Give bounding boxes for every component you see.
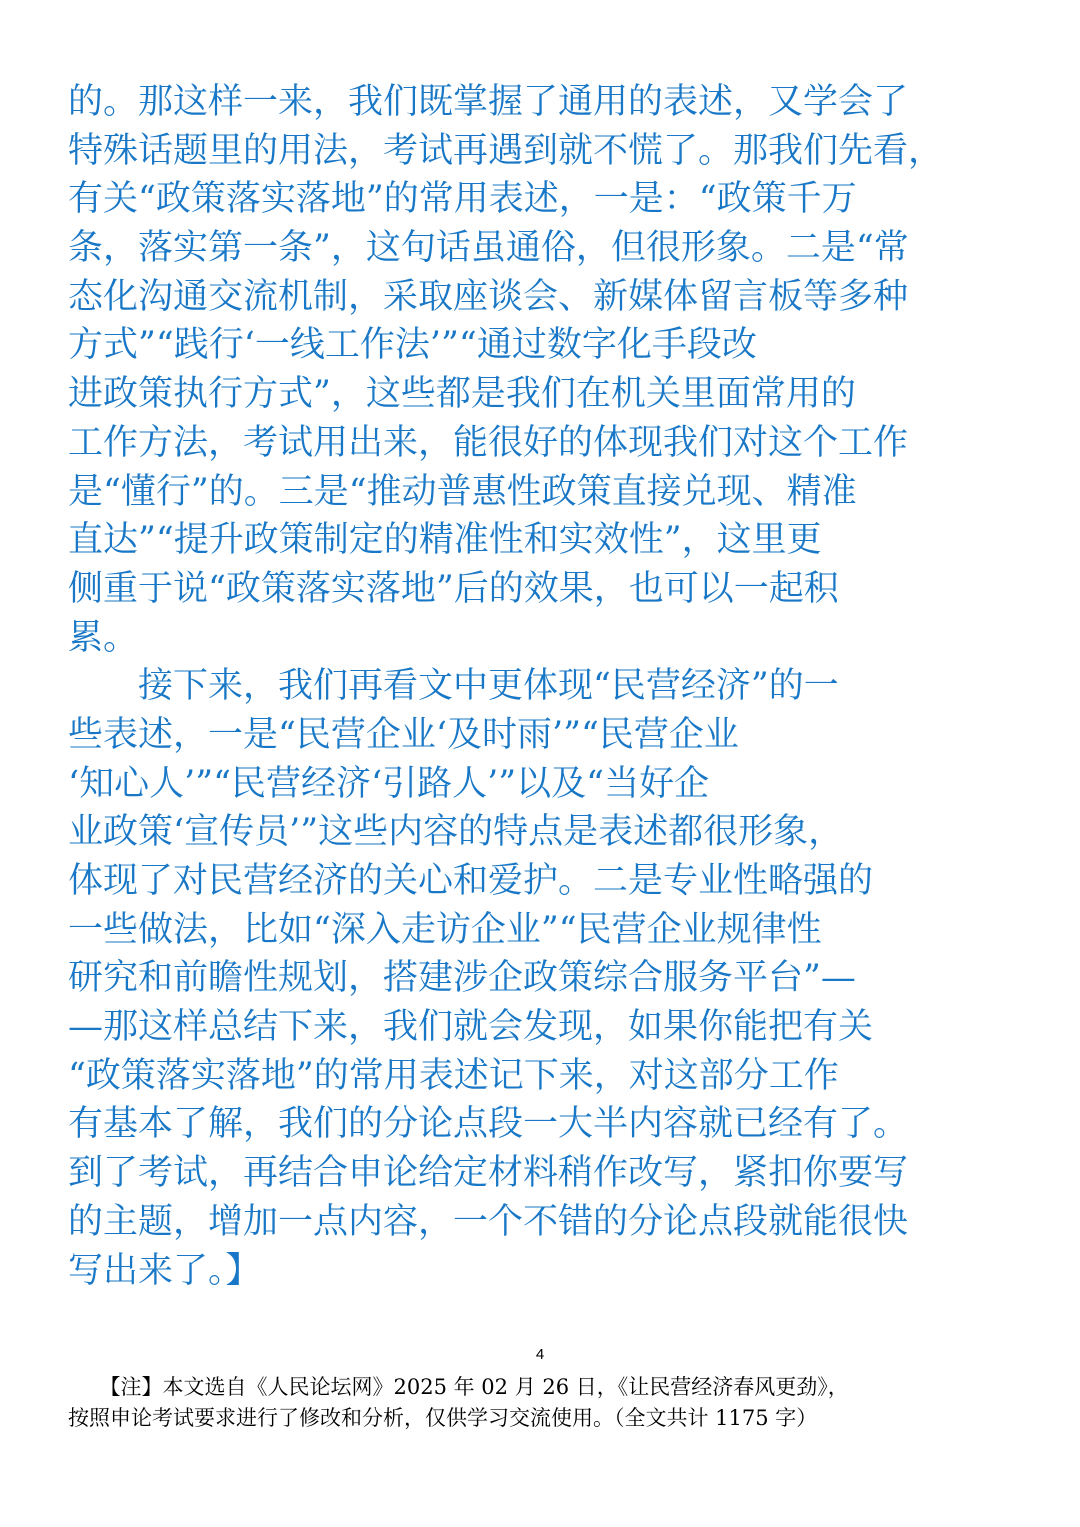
article-body [68, 78, 1018, 1295]
body-line: 接下来，我们再看文中更体现“民营经济”的一 [68, 666, 839, 707]
body-line: 进政策执行方式”，这些都是我们在机关里面常用的 [68, 374, 856, 415]
body-line: 侧重于说“政策落实落地”后的效果，也可以一起积 [68, 568, 839, 609]
body-line: 的。那这样一来，我们既掌握了通用的表述，又学会了 [68, 82, 909, 122]
body-line: 累。 [68, 617, 139, 658]
body-line: 到了考试，再结合申论给定材料稍作改写，紧扣你要写 [68, 1153, 909, 1194]
body-line: —那这样总结下来，我们就会发现，如果你能把有关 [68, 1007, 874, 1048]
body-line: 条，落实第一条”，这句话虽通俗，但很形象。二是“常 [68, 228, 909, 269]
body-line: 态化沟通交流机制，采取座谈会、新媒体留言板等多种 [68, 276, 909, 317]
body-line: 些表述，一是“民营企业‘及时雨’”“民营企业 [68, 714, 739, 755]
body-line: 方式”“践行‘一线工作法’”“通过数字化手段改 [68, 325, 757, 366]
body-line: 有关“政策落实落地”的常用表述，一是：“政策千万 [68, 179, 857, 220]
note-line: 【注】本文选自《人民论坛网》2025 年 02 月 26 日，《让民营经济春风更劲》， [68, 1375, 849, 1399]
body-line: 一些做法，比如“深入走访企业”“民营企业规律性 [68, 909, 822, 950]
body-line: 体现了对民营经济的关心和爱护。二是专业性略强的 [68, 861, 874, 901]
source-note [68, 1372, 1018, 1434]
page-number: 4 [535, 1346, 545, 1363]
body-line: 直达”“提升政策制定的精准性和实效性”，这里更 [68, 520, 822, 561]
body-line: 有基本了解，我们的分论点段一大半内容就已经有了。 [68, 1104, 909, 1145]
body-line: ‘知心人’”“民营经济‘引路人’”以及“当好企 [68, 763, 710, 804]
body-line: 是“懂行”的。三是“推动普惠性政策直接兑现、精准 [68, 471, 857, 512]
body-line: 写出来了。】 [68, 1250, 261, 1291]
note-line: 按照申论考试要求进行了修改和分析，仅供学习交流使用。（全文共计 1175 字） [68, 1406, 818, 1430]
body-line: 业政策‘宣传员’”这些内容的特点是表述都很形象， [68, 812, 844, 853]
body-line: “政策落实落地”的常用表述记下来，对这部分工作 [68, 1055, 839, 1096]
body-line: 的主题，增加一点内容，一个不错的分论点段就能很快 [68, 1201, 909, 1242]
body-line: 特殊话题里的用法，考试再遇到就不慌了。那我们先看， [68, 130, 944, 171]
body-line: 工作方法，考试用出来，能很好的体现我们对这个工作 [68, 422, 909, 463]
body-line: 研究和前瞻性规划，搭建涉企政策综合服务平台”— [68, 958, 856, 999]
